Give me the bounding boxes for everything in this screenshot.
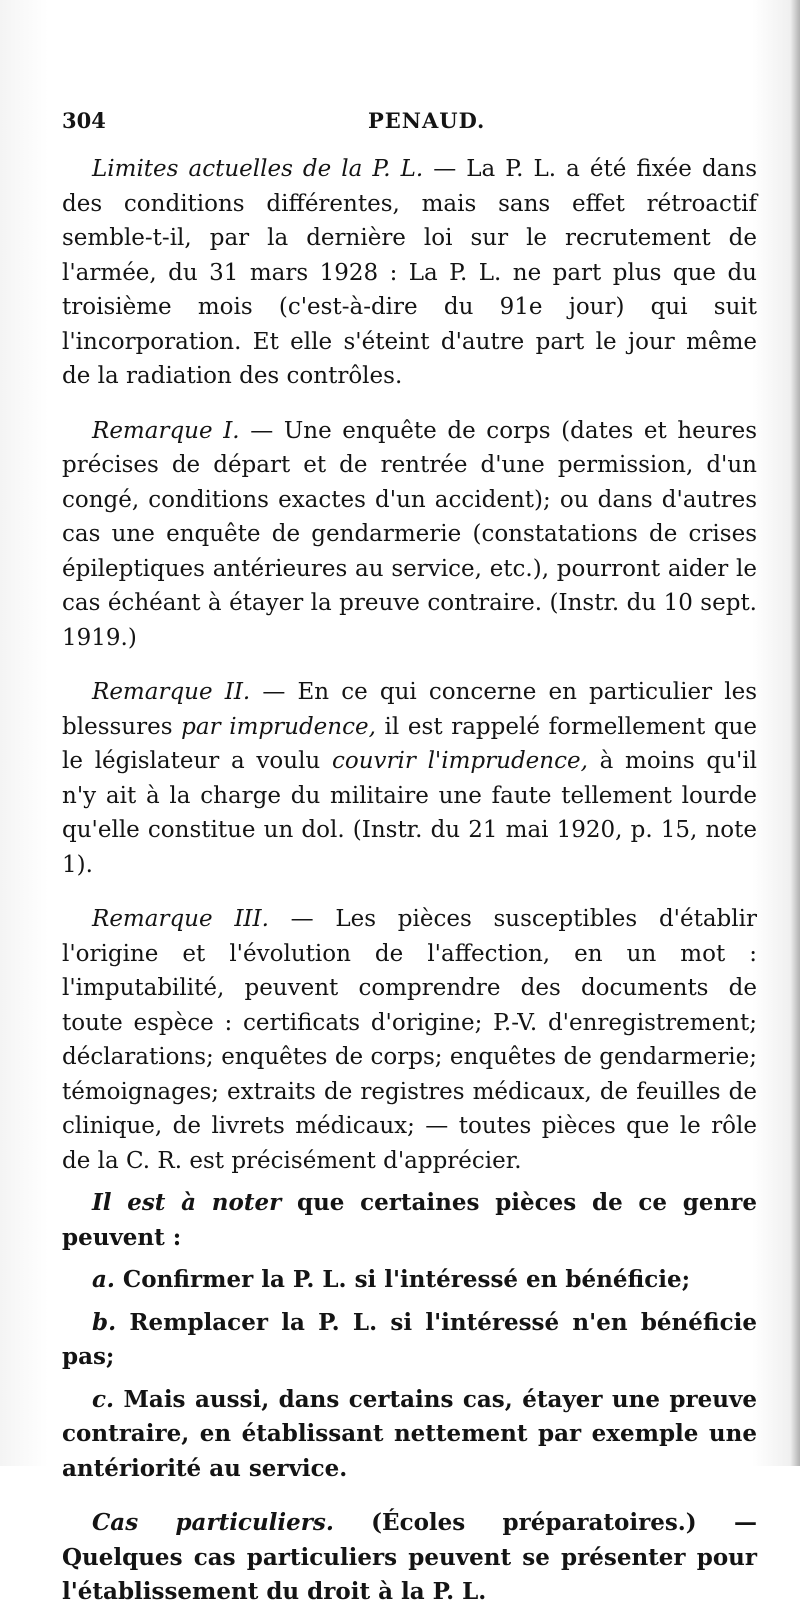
paragraph-text: que certaines pièces de ce genre peuvent : [62,1189,757,1251]
paragraph-text: — La P. L. a été fixée dans des conditions différentes, mais sans effet rétroactif semble-t-il, par la dernière loi sur le recrutement de l'armée, du 31 mars 1928 : La P. L. ne part plus que du troisième mois (c'est-à-dire du 91e jour) qui suit l'incorporation. Et elle s'éteint d'autre part le jour même de la radiation des contrôles. [62,156,758,389]
list-marker: b. [92,1308,117,1336]
paragraph-remarque-2 [62,675,757,882]
list-item-text: Mais aussi, dans certains cas, étayer une preuve contraire, en établissant nettement par exemple une antériorité au service. [62,1385,757,1482]
paragraph-lead: Remarque III. [92,906,269,932]
paragraph-lead: Cas particuliers. [92,1509,334,1536]
list-item-text: Confirmer la P. L. si l'intéressé en bénéficie; [114,1266,691,1293]
list-item-a [62,1263,757,1298]
paragraph-cas-particuliers [62,1506,757,1610]
page-header [62,108,762,138]
paragraph-text: — Une enquête de corps (dates et heures précises de départ et de rentrée d'une permission, d'un congé, conditions exactes d'un accident); ou dans d'autres cas une enquête de gendarmerie (constatations de crises épileptiques antérieures au service, etc.), pourront aider le cas échéant à étayer la preuve contraire. (Instr. du 10 sept. 1919.) [62,417,757,651]
body-text [62,152,757,1610]
list-marker: a. [92,1266,115,1293]
list-item-c [62,1383,757,1487]
emphasis-text: par imprudence, [181,713,376,740]
list-item-text: Remplacer la P. L. si l'intéressé n'en bénéficie pas; [62,1308,757,1370]
paragraph-text: (Écoles préparatoires.) — Quelques cas particuliers peuvent se présenter pour l'établissement du droit à la P. L. [62,1509,757,1605]
paragraph-text: — Les pièces susceptibles d'établir l'origine et l'évolution de l'affection, en un mot : l'imputabilité, peuvent comprendre des documents de toute espèce : certificats d'origine; P.-V. d'enregistrement; déclarations; enquêtes de corps; enquêtes de gendarmerie; témoignages; extraits de registres médicaux, de feuilles de clinique, de livrets médicaux; — toutes pièces que le rôle de la C. R. est précisément d'apprécier. [62,906,757,1174]
list-item-b [62,1306,757,1375]
paragraph-limites [62,152,757,394]
list-marker: c. [92,1385,115,1413]
emphasis-text: couvrir l'imprudence, [331,748,588,774]
paragraph-lead: Remarque II. [92,679,251,705]
paragraph-lead: Remarque I. [92,417,240,444]
paragraph-note [62,1186,757,1255]
running-head: PENAUD. [368,108,486,133]
paragraph-text: à moins qu'il n'y ait à la charge du militaire une faute tellement lourde qu'elle constitue un dol. (Instr. du 21 mai 1920, p. 15, note 1). [62,748,757,878]
paragraph-lead: Limites actuelles de la P. L. [92,156,424,182]
page-number: 304 [62,108,106,133]
paragraph-remarque-3 [62,902,757,1178]
paragraph-text: il est rappelé formellement que le législateur a voulu [62,713,757,774]
paragraph-text: — En ce qui concerne en particulier les blessures [62,679,757,740]
paragraph-lead: Il est à noter [92,1189,282,1216]
page-edge-shadow [790,0,800,1466]
paragraph-remarque-1 [62,414,757,656]
